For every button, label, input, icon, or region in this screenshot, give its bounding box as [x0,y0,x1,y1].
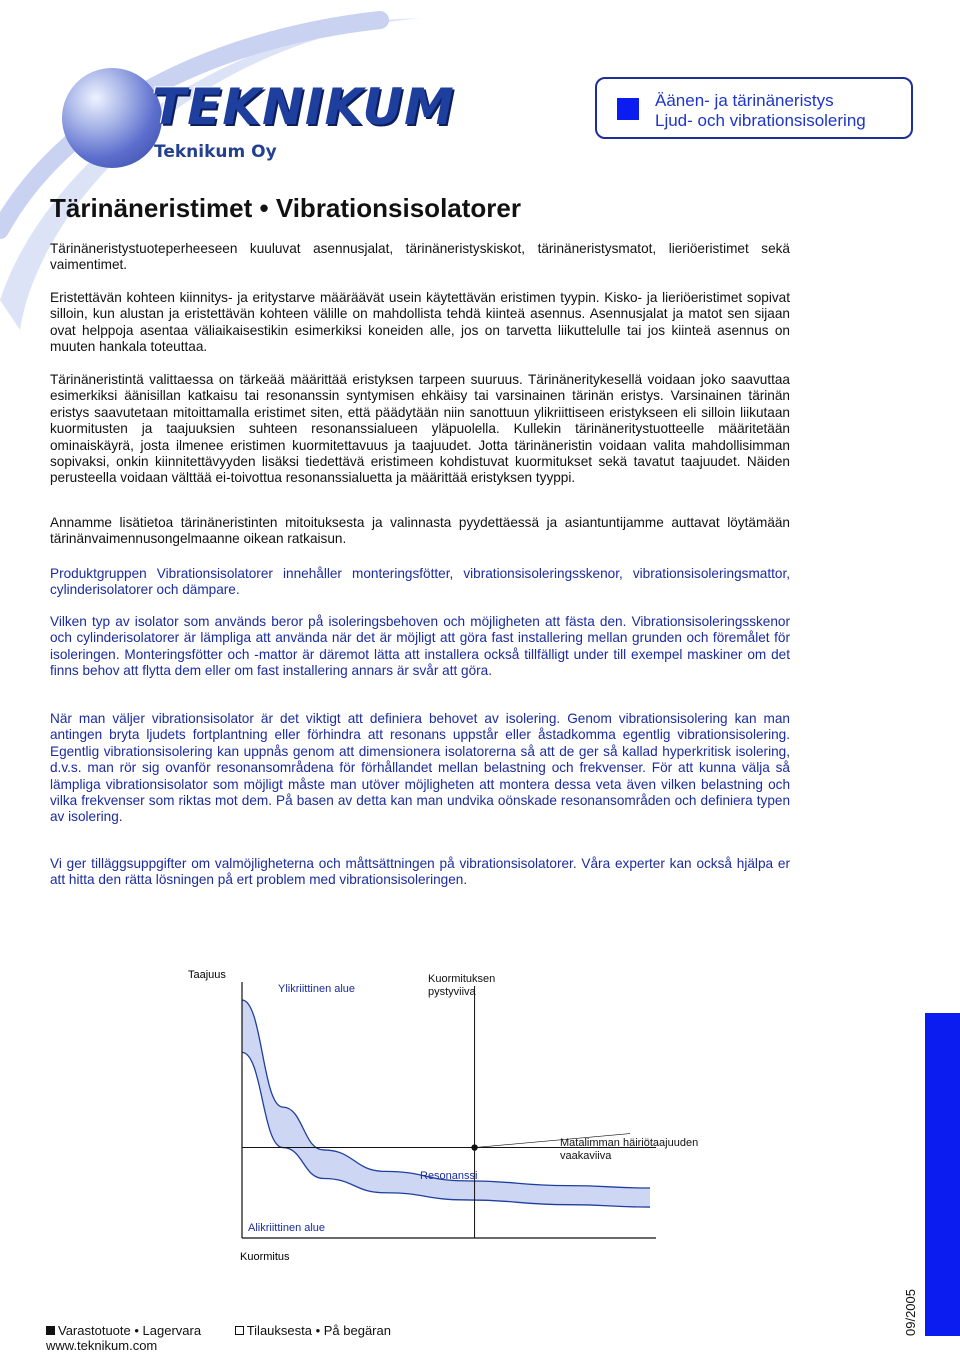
legend-order-label: Tilauksesta • På begäran [246,1323,391,1338]
edition-date: 09/2005 [903,1289,918,1336]
footer-legend [46,1323,421,1338]
website-link[interactable]: www.teknikum.com [46,1338,158,1353]
annotation-undercritical: Alikriittinen alue [248,1222,326,1234]
category-square-icon [617,98,639,120]
y-axis-label: Taajuus [188,969,226,981]
annotation-min-freq [560,1137,701,1162]
teknikum-logo [62,64,455,174]
annotation-load-line-1: Kuormituksen [428,973,496,985]
paragraph-sv-3: När man väljer vibrationsisolator är det viktigt att definiera behovet av isolering. Genom vibrationsisolering kan man antingen bryta ljudets fortplantning eller förhindra att resonans uppstår eller åstadkomma egentlig vibrationsisolering. Egentlig vibrationsisolering kan uppnås genom att dimensionera isolatorerna så att de ger så kallad hyperkritisk isolering, d.v.s. man rör sig ovanför resonansområdena för förhållandet mellan belastning och frekvenser. För att kunna välja så lämpliga vibrationsisolator som möjligt måste man utöver möjligheten att montera dessa veta även vilken belastning och vilka frekvenser som riktas mot dem. På basen av detta kan man undvika oönskade resonansområden och definiera typen av isolering. [50,711,790,825]
legend-order [235,1323,391,1338]
paragraph-sv-2: Vilken typ av isolator som används beror på isoleringsbehoven och möjligheten att fästa den. Vibrationsisoleringsskenor och cylinderisolatorer är lämpliga att använda när det är möjligt att göra fast installering mellan grunden och föremålet för isoleringen. Monteringsfötter och -mattor är däremot lätta att installera också tillfälligt under till exempel maskiner om det finns behov att flytta dem eller om fast installering annars är svår att göra. [50,614,790,679]
page-title: Tärinäneristimet • Vibrationsisolatorer [50,193,521,223]
paragraph-fi-3: Tärinäneristintä valittaessa on tärkeää määrittää eristyksen tarpeen suuruus. Tärinäneritykesellä voidaan joko saavuttaa esimerkiksi äänisillan katkaisu tai resonanssin syntymisen ehkäisy tai varsinainen tärinän eristys. Varsinainen tärinän eristys saavutetaan mitoittamalla eristimet siten, että päädytään niin sanottuun ylikriittiseen eristykseen eli silloin liikutaan kuormitusten ja taajuuksien suhteen resonanssialueen yläpuolella. Kullekin tärinäneritystuotteelle määritetään ominaiskäyrä, josta ilmenee eristimen kuormitettavuus ja taajuudet. Jotta tärinäneristin voidaan valita mahdollisimman sopivaksi, onkin kiinnitettävyyden lisäksi tiedettävä eristimeen kohdistuvat kuormitukset sekä tavatut taajuudet. Näiden perusteella voidaan välttää ei-toivottua resonanssialuetta ja määrittää eristyksen tyyppi. [50,372,790,486]
annotation-load-line [428,973,498,998]
annotation-load-line-2: pystyviiva [428,986,476,998]
side-accent-bar [925,1013,960,1336]
empty-square-icon [235,1326,244,1335]
isolation-chart [180,960,740,1270]
chart-plot-layer [242,982,656,1238]
annotation-min-freq-1: Matalimman häiriötaajuuden [560,1137,699,1149]
logo-wordmark: TEKNIKUM [152,78,455,136]
annotation-resonance: Resonanssi [420,1170,478,1182]
filled-square-icon [46,1326,55,1335]
paragraph-fi-1: Tärinäneristystuoteperheeseen kuuluvat asennusjalat, tärinäneristyskiskot, tärinäneristysmatot, lieriöeristimet sekä vaimentimet. [50,241,790,273]
paragraph-sv-4: Vi ger tilläggsuppgifter om valmöjligheterna och måttsättningen på vibrationsisolatorer. Våra experter kan också hjälpa er att hitta den rätta lösningen på ert problem med vibrationsisoleringen. [50,856,790,888]
x-axis-label: Kuormitus [240,1251,290,1263]
logo-subtitle: Teknikum Oy [154,142,277,162]
paragraph-fi-2: Eristettävän kohteen kiinnitys- ja eritystarve määräävät usein käytettävän eristimen tyypin. Kisko- ja lieriöeristimet sopivat silloin, kun alustan ja eristettävän kohteen välille on mahdollista tehdä kiinteä asennus. Asennusjalat ja matot sen sijaan ovat helppoja asentaa väliaikaisestikin esimerkiksi koneiden alle, jos on tarvetta liikuttelulle tai jos kiinteä asennus on muuten hankala toteuttaa. [50,290,790,355]
logo-globe-icon [62,68,162,168]
paragraph-sv-1: Produktgruppen Vibrationsisolatorer innehåller monteringsfötter, vibrationsisoleringsskenor, vibrationsisoleringsmattor, cylinderisolatorer och dämpare. [50,566,790,598]
product-category-box [595,77,913,139]
category-label-fi: Äänen- ja tärinäneristys [655,91,834,110]
category-label-sv: Ljud- och vibrationsisolering [655,111,866,130]
legend-stock-label: Varastotuote • Lagervara [58,1323,202,1338]
paragraph-fi-4: Annamme lisätietoa tärinäneristinten mitoituksesta ja valinnasta pyydettäessä ja asiantuntijamme auttavat löytämään tärinänvaimennusongelmaanne oikean ratkaisun. [50,515,790,547]
annotation-overcritical: Ylikriittinen alue [278,983,356,995]
legend-stock [46,1323,201,1338]
annotation-min-freq-2: vaakaviiva [560,1150,612,1162]
